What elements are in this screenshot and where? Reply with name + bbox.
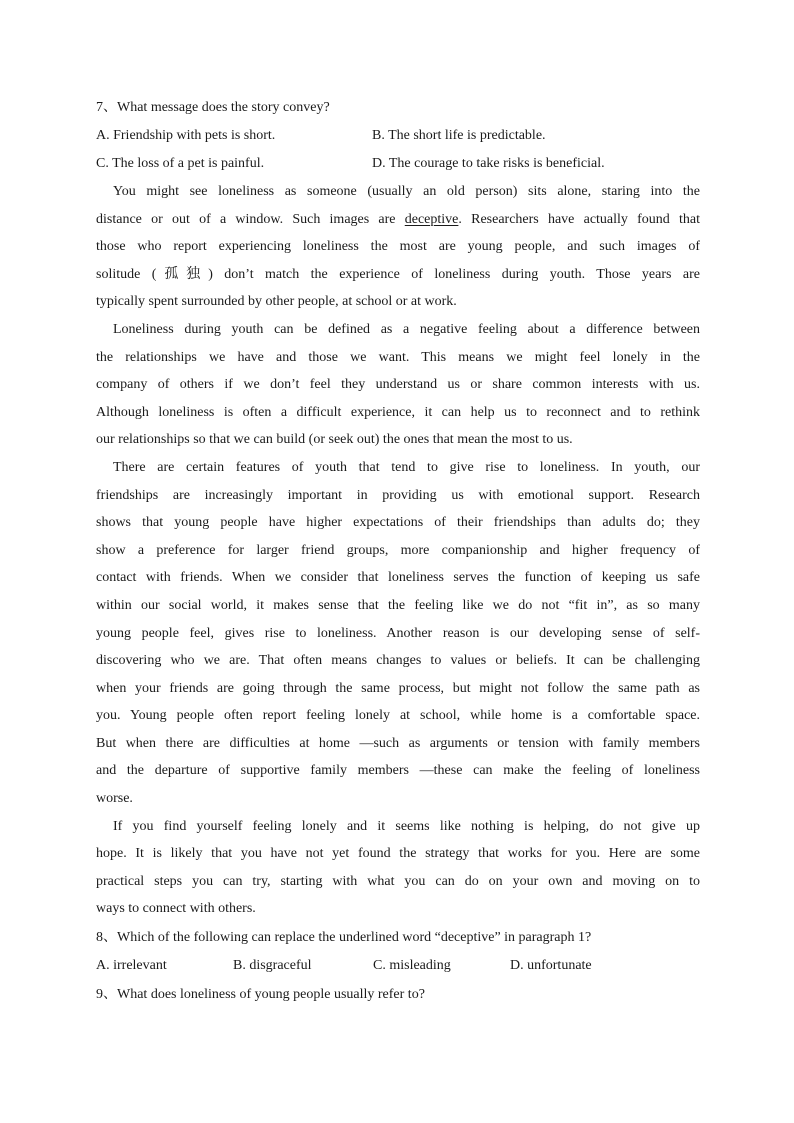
passage-line: typically spent surrounded by other people, at school or at work. bbox=[96, 294, 457, 310]
passage-line: There are certain features of youth that tend to give rise to loneliness. In youth, our bbox=[113, 459, 700, 475]
passage-line: young people feel, gives rise to loneliness. Another reason is our developing sense of self- bbox=[96, 625, 700, 641]
passage-paragraph-2 bbox=[96, 316, 700, 454]
q8-option-a: A. irrelevant bbox=[96, 958, 167, 974]
question-7: 7、What message does the story convey? bbox=[96, 100, 330, 115]
q8-option-d: D. unfortunate bbox=[510, 958, 592, 974]
question-8: 8、Which of the following can replace the underlined word “deceptive” in paragraph 1? bbox=[96, 930, 592, 946]
passage-line: when your friends are going through the same process, but might not follow the same path as bbox=[96, 680, 700, 696]
passage-paragraph-3 bbox=[96, 454, 700, 813]
passage-line: If you find yourself feeling lonely and it seems like nothing is helping, do not give up bbox=[113, 818, 700, 834]
passage-line: you. Young people often report feeling lonely at school, while home is a comfortable space. bbox=[96, 708, 700, 724]
q7-option-d: D. The courage to take risks is beneficial. bbox=[372, 156, 605, 171]
passage-line: You might see loneliness as someone (usually an old person) sits alone, staring into the bbox=[113, 184, 700, 199]
passage-line: solitude (孤独) don’t match the experience of loneliness during youth. Those years are bbox=[96, 266, 700, 282]
q7-options-row-1 bbox=[96, 122, 700, 150]
passage-line: within our social world, it makes sense that the feeling like we do not “fit in”, as so many bbox=[96, 597, 700, 613]
passage-line: discovering who we are. That often means changes to values or beliefs. It can be challenging bbox=[96, 653, 700, 669]
passage-line: friendships are increasingly important in providing us with emotional support. Research bbox=[96, 487, 700, 503]
passage-line: those who report experiencing loneliness the most are young people, and such images of bbox=[96, 239, 700, 255]
passage-line: our relationships so that we can build (or seek out) the ones that mean the most to us. bbox=[96, 432, 573, 448]
passage-line: Although loneliness is often a difficult experience, it can help us to reconnect and to rethink bbox=[96, 404, 700, 420]
q8-option-c: C. misleading bbox=[373, 958, 451, 974]
text-fragment: distance or out of a window. Such images are bbox=[96, 211, 396, 227]
q7-option-b: B. The short life is predictable. bbox=[372, 128, 546, 143]
passage-line: Loneliness during youth can be defined as a negative feeling about a difference between bbox=[113, 321, 700, 337]
passage-line: But when there are difficulties at home —such as arguments or tension with family members bbox=[96, 735, 700, 751]
question-9: 9、What does loneliness of young people usually refer to? bbox=[96, 987, 425, 1003]
passage-line: shows that young people have higher expectations of their friendships than adults do; they bbox=[96, 515, 700, 531]
passage-paragraph-4 bbox=[96, 813, 700, 923]
passage-line: company of others if we don’t feel they understand us or share common interests with us. bbox=[96, 377, 700, 393]
passage-line: show a preference for larger friend groups, more companionship and higher frequency of bbox=[96, 542, 700, 558]
passage-line bbox=[96, 206, 700, 234]
passage-line: hope. It is likely that you have not yet found the strategy that works for you. Here are some bbox=[96, 846, 700, 862]
q7-option-a: A. Friendship with pets is short. bbox=[96, 128, 276, 143]
passage-line: ways to connect with others. bbox=[96, 901, 256, 917]
text-fragment: . Researchers have actually found that bbox=[458, 211, 700, 227]
q8-option-b: B. disgraceful bbox=[233, 958, 312, 974]
content bbox=[96, 93, 700, 1009]
passage-line: and the departure of supportive family members —these can make the feeling of loneliness bbox=[96, 763, 700, 779]
underlined-word: deceptive bbox=[404, 211, 459, 227]
passage-paragraph-1 bbox=[96, 178, 700, 316]
q8-options-row bbox=[96, 952, 700, 980]
passage-line: worse. bbox=[96, 791, 133, 807]
passage-line: the relationships we have and those we want. This means we might feel lonely in the bbox=[96, 349, 700, 365]
q7-option-c: C. The loss of a pet is painful. bbox=[96, 156, 265, 171]
q7-options-row-2 bbox=[96, 150, 700, 178]
passage-line: practical steps you can try, starting with what you can do on your own and moving on to bbox=[96, 873, 700, 889]
passage-line: contact with friends. When we consider that loneliness serves the function of keeping us safe bbox=[96, 570, 700, 586]
